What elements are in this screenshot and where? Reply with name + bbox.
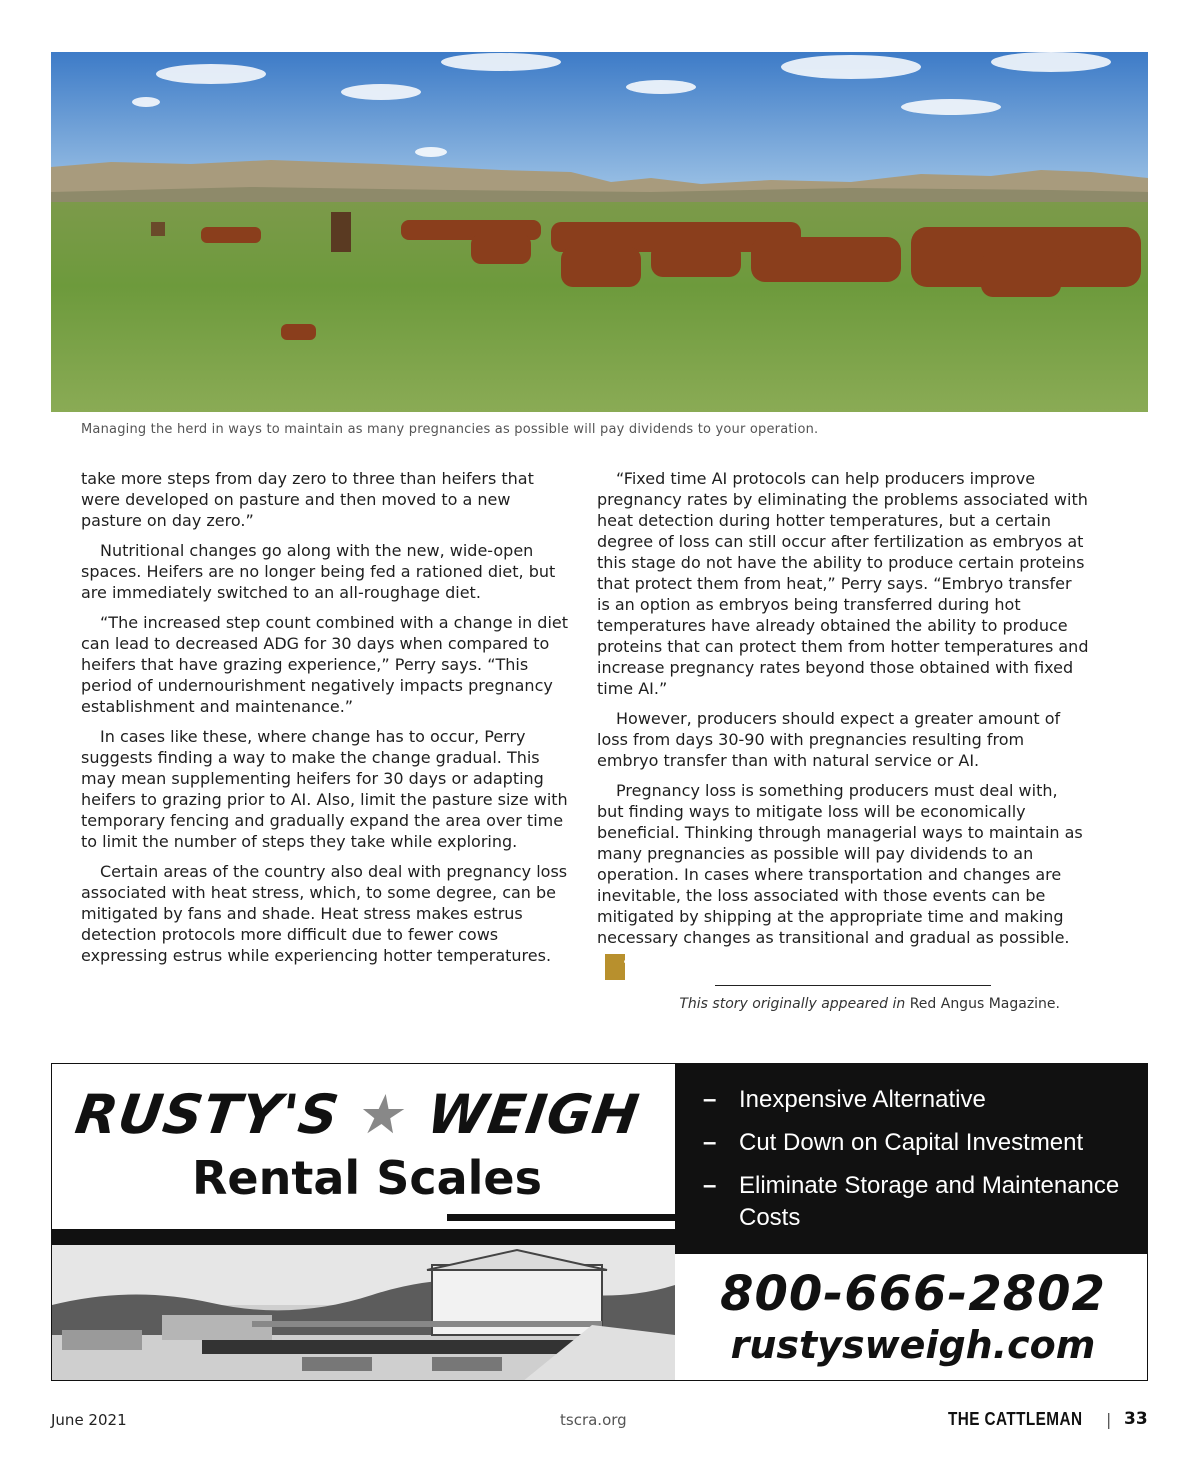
paragraph [597, 780, 1089, 980]
photo-caption: Managing the herd in ways to maintain as many pregnancies as possible will pay dividends to your operation. [81, 422, 819, 437]
rustys-weigh-ad[interactable] [51, 1063, 1148, 1381]
paragraph: However, producers should expect a greater amount of loss from days 30-90 with pregnancies resulting from embryo transfer than with natural service or AI. [597, 709, 1061, 770]
list-item: – Eliminate Storage and Maintenance Costs [703, 1172, 1120, 1231]
page-number: 33 [1124, 1409, 1148, 1429]
issue-date: June 2021 [51, 1411, 127, 1429]
paragraph: “The increased step count combined with a change in diet can lead to decreased ADG for 30 days when compared to heifers that have grazing experience,” Perry says. “This period of undernourishment negatively impacts pregnancy establishment and maintenance.” [81, 613, 569, 716]
divider [715, 985, 991, 986]
list-item: – Cut Down on Capital Investment [703, 1127, 1143, 1159]
list-item: – Inexpensive Alternative [703, 1084, 1143, 1116]
paragraph: Certain areas of the country also deal with pregnancy loss associated with heat stress, which, to some degree, can be mitigated by fans and shade. Heat stress makes estrus detection protocols more difficult due to fewer cows expressing estrus while experiencing hotter temperatures. [81, 862, 568, 965]
star-icon: ★ [354, 1083, 413, 1146]
article-column-left [81, 468, 573, 975]
brand-part1: RUSTY'S [71, 1083, 344, 1146]
ad-phone-number[interactable]: 800-666-2802 [720, 1266, 1106, 1322]
paragraph: Nutritional changes go along with the new, wide-open spaces. Heifers are no longer being fed a rationed diet, but are immediately switched to an all-roughage diet. [81, 541, 556, 602]
paragraph: In cases like these, where change has to occur, Perry suggests finding a way to make the change gradual. This may mean supplementing heifers for 30 days or adapting heifers to grazing prior to AI. Also, limit the pasture size with temporary fencing and gradually expand the area over time to limit the number of steps they take while exploring. [81, 727, 568, 851]
dash-icon: – [703, 1172, 717, 1199]
origin-source: Red Angus Magazine. [909, 996, 1060, 1012]
brand-part2: WEIGH [423, 1083, 644, 1146]
story-origin [597, 996, 1060, 1012]
page-footer [0, 1411, 1200, 1435]
footer-separator: | [1106, 1410, 1112, 1429]
ad-benefits-panel [675, 1064, 1148, 1254]
ad-brand-logo [71, 1082, 670, 1148]
paragraph: “Fixed time AI protocols can help producers improve pregnancy rates by eliminating the problems associated with heat detection during hotter temperatures, but a certain degree of loss can still occur after fertilization as embryos at this stage do not have the ability to produce certain proteins that protect them from heat,” Perry says. “Embryo transfer is an option as embryos being transferred during hot temperatures have already obtained the ability to produce proteins that can protect them from hotter temperatures and increase pregnancy rates beyond those obtained with fixed time AI.” [597, 469, 1089, 698]
cattle-herd-photo [51, 52, 1148, 412]
ad-brand-panel [52, 1064, 675, 1229]
article-column-right [597, 468, 1089, 989]
ad-website-link[interactable]: rustysweigh.com [730, 1323, 1096, 1367]
paragraph-text: Pregnancy loss is something producers must deal with, but finding ways to mitigate loss will be economically beneficial. Thinking through managerial ways to maintain as many pregnancies as possible will pay dividends to an operation. In cases where transportation and changes are inevitable, the loss associated with those events can be mitigated by shipping at the appropriate time and making necessary changes as transitional and gradual as possible. [597, 781, 1083, 947]
divider [447, 1214, 675, 1221]
tc-end-mark-icon: TC [605, 954, 625, 980]
site-link[interactable]: tscra.org [560, 1411, 627, 1429]
dash-icon: – [703, 1086, 717, 1113]
origin-prefix: This story originally appeared in [679, 996, 906, 1012]
truck-scale-photo [52, 1245, 675, 1381]
ad-subtitle: Rental Scales [192, 1151, 542, 1205]
paragraph: take more steps from day zero to three than heifers that were developed on pasture and then moved to a new pasture on day zero.” [81, 469, 534, 530]
magazine-title: THE CATTLEMAN [948, 1409, 1083, 1429]
dash-icon: – [703, 1129, 717, 1156]
divider [52, 1229, 675, 1245]
ad-contact-panel [675, 1254, 1148, 1381]
ad-benefits-list [703, 1084, 1143, 1245]
